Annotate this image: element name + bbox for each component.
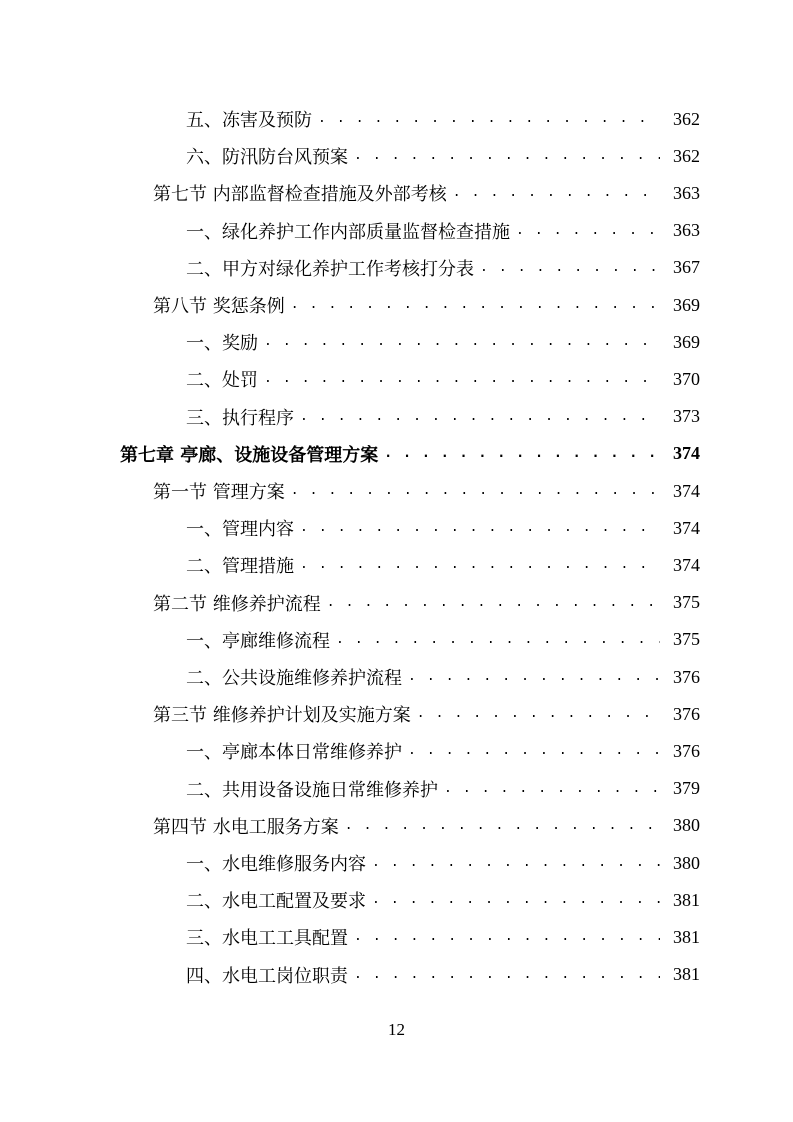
toc-dot-leader <box>516 220 660 242</box>
toc-dot-leader <box>354 964 660 986</box>
toc-entry-label: 二、水电工配置及要求 <box>186 891 366 913</box>
toc-section-entry[interactable] <box>153 290 700 320</box>
toc-subsection-entry[interactable] <box>186 141 700 171</box>
toc-chapter-entry[interactable] <box>120 439 700 469</box>
toc-entry-label: 一、奖励 <box>186 333 258 355</box>
toc-entry-label: 二、共用设备设施日常维修养护 <box>186 779 438 801</box>
toc-entry-page: 369 <box>673 331 700 352</box>
toc-entry-label: 二、公共设施维修养护流程 <box>186 668 402 689</box>
toc-entry-label: 五、冻害及预防 <box>186 110 312 131</box>
toc-dot-leader <box>327 592 660 614</box>
toc-entry-page: 376 <box>673 666 700 687</box>
toc-dot-leader <box>345 815 660 837</box>
toc-subsection-entry[interactable] <box>186 960 700 990</box>
toc-section-entry[interactable] <box>153 699 700 729</box>
toc-entry-page: 374 <box>673 517 700 538</box>
toc-subsection-entry[interactable] <box>186 662 700 692</box>
toc-entry-label: 第八节 奖惩条例 <box>153 296 285 317</box>
toc-dot-leader <box>354 145 660 167</box>
toc-dot-leader <box>354 926 660 948</box>
toc-entry-page: 373 <box>673 406 700 427</box>
toc-dot-leader <box>336 629 660 651</box>
toc-subsection-entry[interactable] <box>186 327 700 357</box>
toc-section-entry[interactable] <box>153 588 700 618</box>
toc-subsection-entry[interactable] <box>186 774 700 804</box>
toc-dot-leader <box>300 517 660 539</box>
toc-entry-label: 二、管理措施 <box>186 556 294 578</box>
toc-dot-leader <box>372 889 660 911</box>
toc-entry-page: 376 <box>673 703 700 724</box>
toc-dot-leader <box>384 443 660 465</box>
toc-dot-leader <box>291 480 660 502</box>
toc-entry-page: 375 <box>673 629 700 650</box>
toc-dot-leader <box>408 666 660 688</box>
toc-subsection-entry[interactable] <box>186 104 700 134</box>
page-number: 12 <box>388 1020 405 1039</box>
toc-entry-page: 374 <box>673 480 700 501</box>
toc-subsection-entry[interactable] <box>186 402 700 432</box>
toc-dot-leader <box>480 257 660 279</box>
toc-dot-leader <box>444 778 660 800</box>
toc-entry-label: 第二节 维修养护流程 <box>153 593 321 615</box>
toc-dot-leader <box>372 852 660 874</box>
toc-dot-leader <box>291 294 660 316</box>
toc-entry-label: 三、水电工工具配置 <box>186 928 348 950</box>
toc-dot-leader <box>408 740 660 762</box>
toc-entry-label: 三、执行程序 <box>186 407 294 429</box>
toc-entry-label: 一、亭廊维修流程 <box>186 630 330 652</box>
toc-entry-page: 381 <box>673 964 700 985</box>
toc-entry-page: 362 <box>673 108 700 129</box>
toc-subsection-entry[interactable] <box>186 364 700 394</box>
toc-subsection-entry[interactable] <box>186 253 700 283</box>
toc-subsection-entry[interactable] <box>186 736 700 766</box>
toc-entry-page: 370 <box>673 368 700 389</box>
toc-entry-page: 369 <box>673 294 700 315</box>
toc-dot-leader <box>318 108 660 130</box>
toc-entry-label: 二、甲方对绿化养护工作考核打分表 <box>186 258 474 280</box>
toc-entry-label: 第一节 管理方案 <box>153 482 285 503</box>
toc-entry-page: 379 <box>673 778 700 799</box>
toc-entry-label: 一、管理内容 <box>186 519 294 541</box>
toc-entry-page: 381 <box>673 889 700 910</box>
toc-entry-label: 第四节 水电工服务方案 <box>153 816 339 838</box>
toc-entry-page: 363 <box>673 182 700 203</box>
toc-entry-label: 第三节 维修养护计划及实施方案 <box>153 705 411 727</box>
toc-subsection-entry[interactable] <box>186 922 700 952</box>
toc-entry-label: 二、处罚 <box>186 370 258 392</box>
toc-entry-page: 362 <box>673 145 700 166</box>
toc-entry-label: 一、绿化养护工作内部质量监督检查措施 <box>186 221 510 243</box>
toc-dot-leader <box>417 703 660 725</box>
toc-subsection-entry[interactable] <box>186 625 700 655</box>
toc-subsection-entry[interactable] <box>186 885 700 915</box>
toc-dot-leader <box>453 182 660 204</box>
toc-entry-page: 380 <box>673 852 700 873</box>
toc-entry-page: 381 <box>673 926 700 947</box>
toc-entry-page: 367 <box>673 257 700 278</box>
toc-entry-label: 四、水电工岗位职责 <box>186 965 348 987</box>
toc-dot-leader <box>264 368 660 390</box>
toc-entry-label: 六、防汛防台风预案 <box>186 147 348 169</box>
toc-entry-label: 第七节 内部监督检查措施及外部考核 <box>153 184 447 206</box>
toc-entry-page: 363 <box>673 220 700 241</box>
toc-subsection-entry[interactable] <box>186 848 700 878</box>
toc-section-entry[interactable] <box>153 476 700 506</box>
toc-dot-leader <box>300 554 660 576</box>
toc-dot-leader <box>300 406 660 428</box>
toc-subsection-entry[interactable] <box>186 216 700 246</box>
toc-section-entry[interactable] <box>153 178 700 208</box>
toc-subsection-entry[interactable] <box>186 513 700 543</box>
toc-entry-page: 380 <box>673 815 700 836</box>
toc-entry-page: 375 <box>673 592 700 613</box>
toc-entry-page: 376 <box>673 740 700 761</box>
toc-entry-page: 374 <box>673 554 700 575</box>
toc-section-entry[interactable] <box>153 811 700 841</box>
toc-entry-label: 第七章 亭廊、设施设备管理方案 <box>120 444 379 466</box>
toc-entry-label: 一、水电维修服务内容 <box>186 854 366 875</box>
toc-dot-leader <box>264 331 660 353</box>
toc-subsection-entry[interactable] <box>186 550 700 580</box>
toc-entry-page: 374 <box>673 443 700 464</box>
toc-entry-label: 一、亭廊本体日常维修养护 <box>186 742 402 764</box>
